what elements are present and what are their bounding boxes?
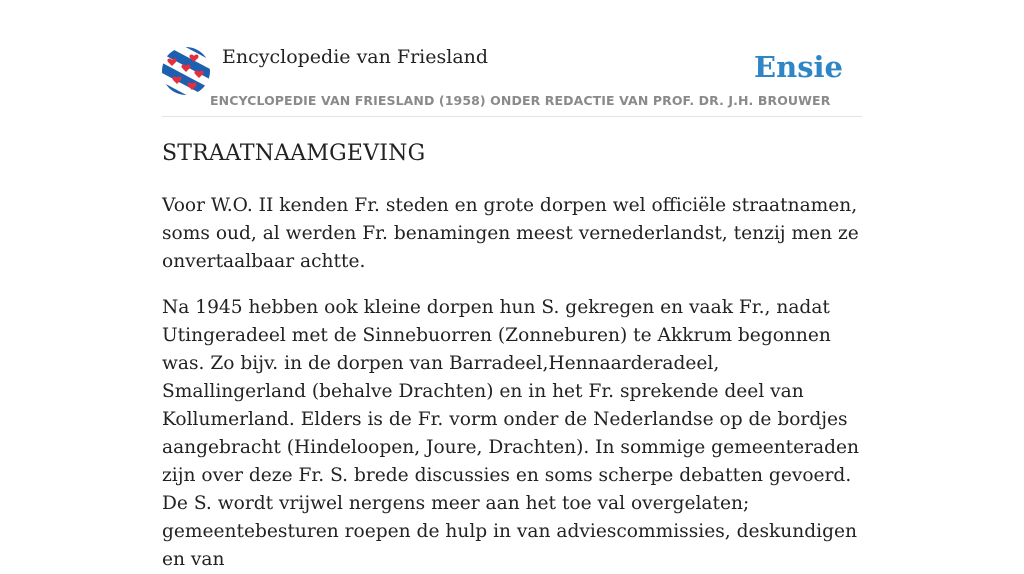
entry-content [162,137,868,574]
site-header [162,44,862,117]
site-title-link[interactable]: Encyclopedie van Friesland [222,46,489,68]
entry-title: STRAATNAAMGEVING [162,141,426,166]
site-subtitle: ENCYCLOPEDIE VAN FRIESLAND (1958) ONDER REDACTIE VAN PROF. DR. J.H. BROUWER [210,93,831,108]
frisian-flag-icon[interactable] [162,47,210,95]
entry-paragraph: Na 1945 hebben ook kleine dorpen hun S. gekregen en vaak Fr., nadat Utingeradeel met de Sinnebuorren (Zonneburen) te Akkrum begonnen was. Zo bijv. in de dorpen van Barradeel,Hennaarderadeel, Smallingerland (behalve Drachten) en in het Fr. sprekende deel van Kollumerland. Elders is de Fr. vorm onder de Nederlandse op de bordjes aangebracht (Hindeloopen, Joure, Drachten). In sommige gemeenteraden zijn over deze Fr. S. brede discussies en soms scherpe debatten gevoerd. De S. wordt vrijwel nergens meer aan het toe val overgelaten; gemeentebesturen roepen de hulp in van adviescommissies, deskundigen en van [162,297,860,570]
entry-paragraph: Voor W.O. II kenden Fr. steden en grote dorpen wel officiële straatnamen, soms oud, al werden Fr. benamingen meest vernederlandst, tenzij men ze onvertaalbaar achtte. [162,195,859,272]
ensie-brand-link[interactable]: Ensie [754,50,843,84]
